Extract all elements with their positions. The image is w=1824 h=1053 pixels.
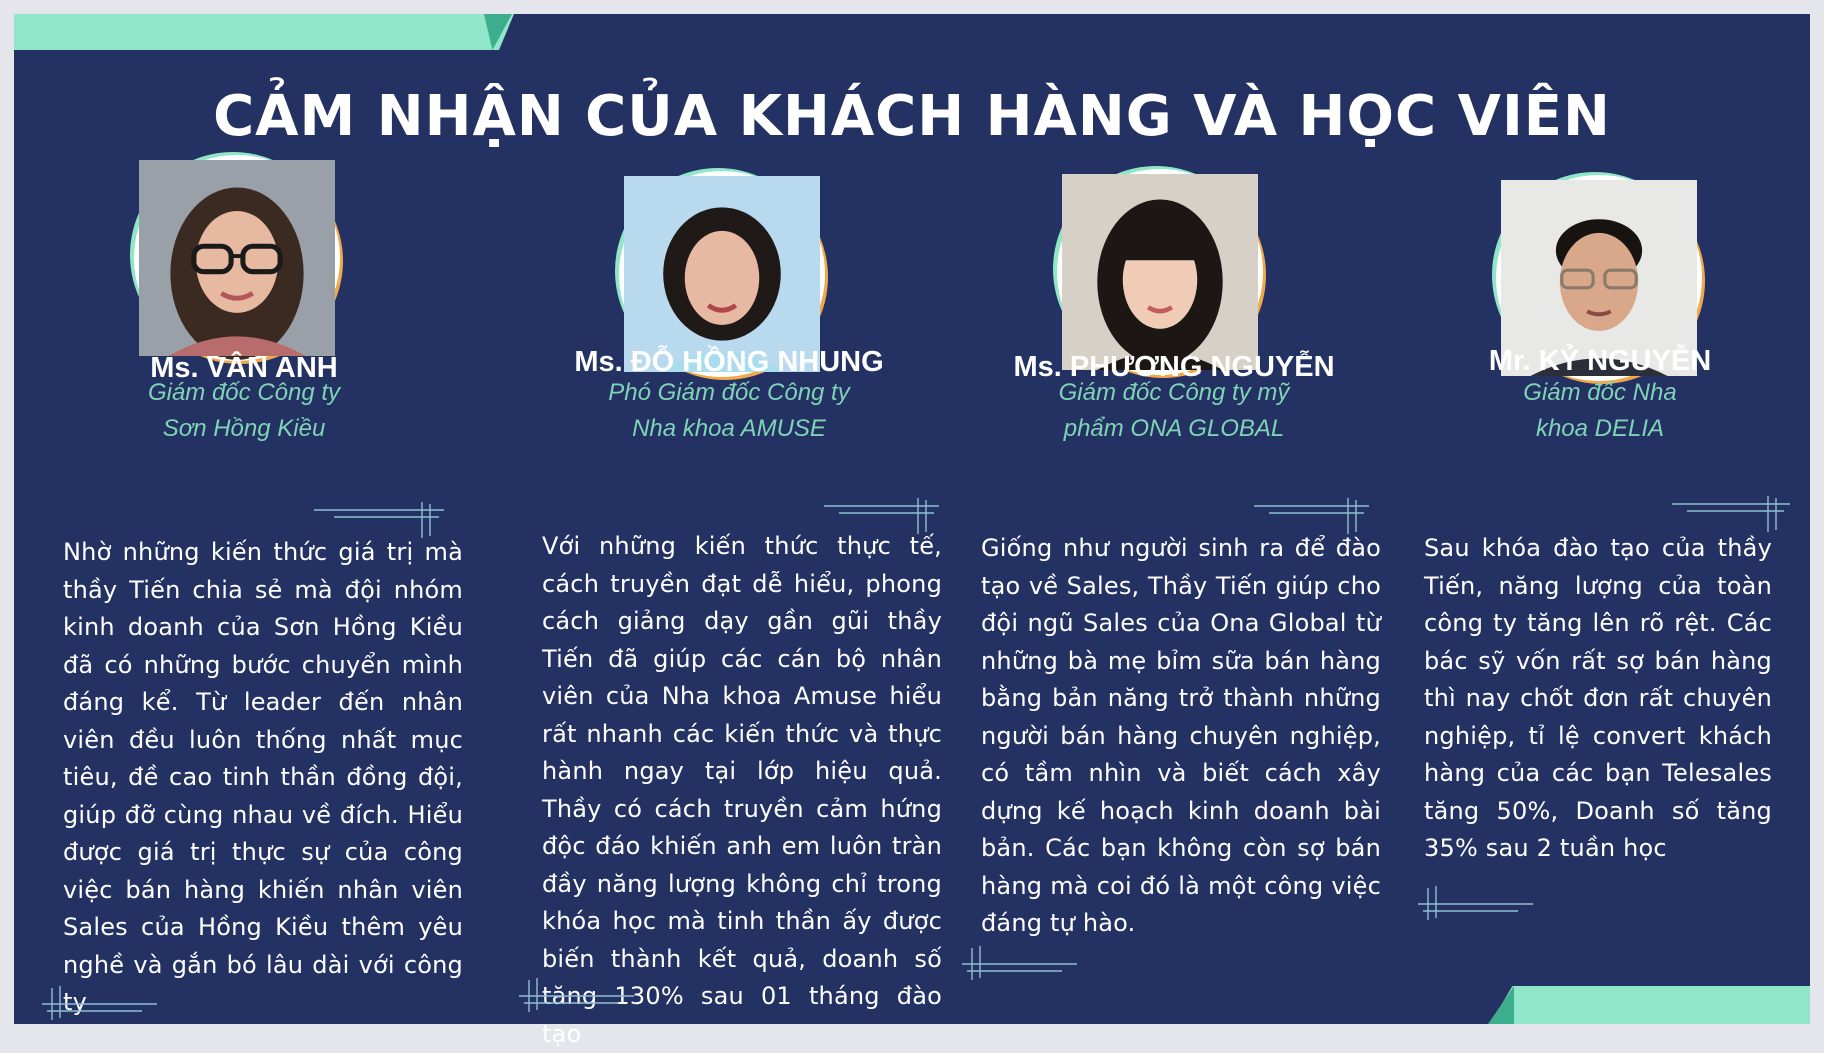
deco-lines-bottom-left: [962, 944, 1077, 980]
deco-lines-top-right: [1672, 496, 1790, 532]
deco-lines-bottom-left: [1418, 884, 1533, 920]
testimonial-role-line2: phẩm ONA GLOBAL: [1063, 415, 1285, 442]
portrait-woman-glasses-icon: [139, 160, 335, 356]
testimonial-card-phuong-nguyen: [964, 14, 1384, 1024]
avatar-van-anh: [134, 155, 340, 361]
testimonial-name: Ms. ĐỖ HỒNG NHUNG: [574, 346, 884, 378]
testimonial-role-line2: khoa DELIA: [1535, 415, 1665, 442]
testimonial-role-line1: Phó Giám đốc Công ty: [608, 379, 850, 406]
testimonial-card-van-anh: [34, 14, 463, 1024]
testimonial-role-line1: Giám đốc Công ty mỹ: [1058, 379, 1290, 406]
testimonial-role-line1: Giám đốc Công ty: [147, 379, 341, 406]
testimonial-quote: Với những kiến thức thực tế, cách truyền đạt dễ hiểu, phong cách giảng dạy gần gũi thầy Tiến đã giúp các cán bộ nhân viên của Nha khoa Amuse hiểu rất nhanh các kiến thức và thực hành ngay tại lớp hiệu quả. Thầy có cách truyền cảm hứng độc đáo khiến anh em luôn tràn đầy năng lượng không chỉ trong khóa học mà tinh thần ấy được biến thành kết quả, doanh số tăng 130% sau 01 tháng đào tạo: [542, 532, 942, 1048]
deco-lines-top-right: [1254, 498, 1369, 534]
deco-lines-top-right: [314, 502, 444, 538]
portrait-woman-bangs-icon: [1062, 174, 1258, 370]
testimonial-role-line2: Sơn Hồng Kiều: [162, 415, 326, 442]
testimonial-name: Mr. KỶ NGUYỄN: [1488, 345, 1712, 377]
testimonial-card-ky-nguyen: [1390, 14, 1810, 1024]
testimonial-card-do-hong-nhung: [519, 14, 942, 1048]
testimonial-role-line1: Giám đốc Nha: [1523, 379, 1677, 406]
testimonial-quote: Nhờ những kiến thức giá trị mà thầy Tiến chia sẻ mà đội nhóm kinh doanh của Sơn Hồng Kiều đã có những bước chuyển mình đáng kể. Từ leader đến nhân viên đều luôn thống nhất mục tiêu, đề cao tinh thần đồng đội, giúp đỡ cùng nhau về đích. Hiểu được giá trị thực sự của công việc bán hàng khiến nhân viên Sales của Hồng Kiều thêm yêu nghề và gắn bó lâu dài với công ty: [63, 538, 463, 1016]
testimonial-name: Ms. PHƯƠNG NGUYỄN: [1013, 351, 1335, 383]
testimonial-name: Ms. VÂN ANH: [150, 352, 338, 384]
avatar-phuong-nguyen: [1057, 169, 1263, 375]
portrait-woman-short-hair-icon: [624, 176, 820, 372]
testimonial-quote: Sau khóa đào tạo của thầy Tiến, năng lượng của toàn công ty tăng lên rõ rệt. Các bác sỹ vốn rất sợ bán hàng thì nay chốt đơn rất chuyên nghiệp, tỉ lệ convert khách hàng của các bạn Telesales tăng 50%, Doanh số tăng 35% sau 2 tuần học: [1424, 534, 1772, 862]
testimonial-role-line2: Nha khoa AMUSE: [632, 415, 826, 442]
slide: [14, 14, 1810, 1048]
page-title: CẢM NHẬN CỦA KHÁCH HÀNG VÀ HỌC VIÊN: [213, 84, 1611, 149]
testimonial-quote: Giống như người sinh ra để đào tạo về Sales, Thầy Tiến giúp cho đội ngũ Sales của Ona Global từ những bà mẹ bỉm sữa bán hàng bằng bản năng trở thành những người bán hàng chuyên nghiệp, có tầm nhìn và biết cách xây dựng kế hoạch kinh doanh bài bản. Các bạn không còn sợ bán hàng mà coi đó là một công việc đáng tự hào.: [981, 534, 1381, 937]
